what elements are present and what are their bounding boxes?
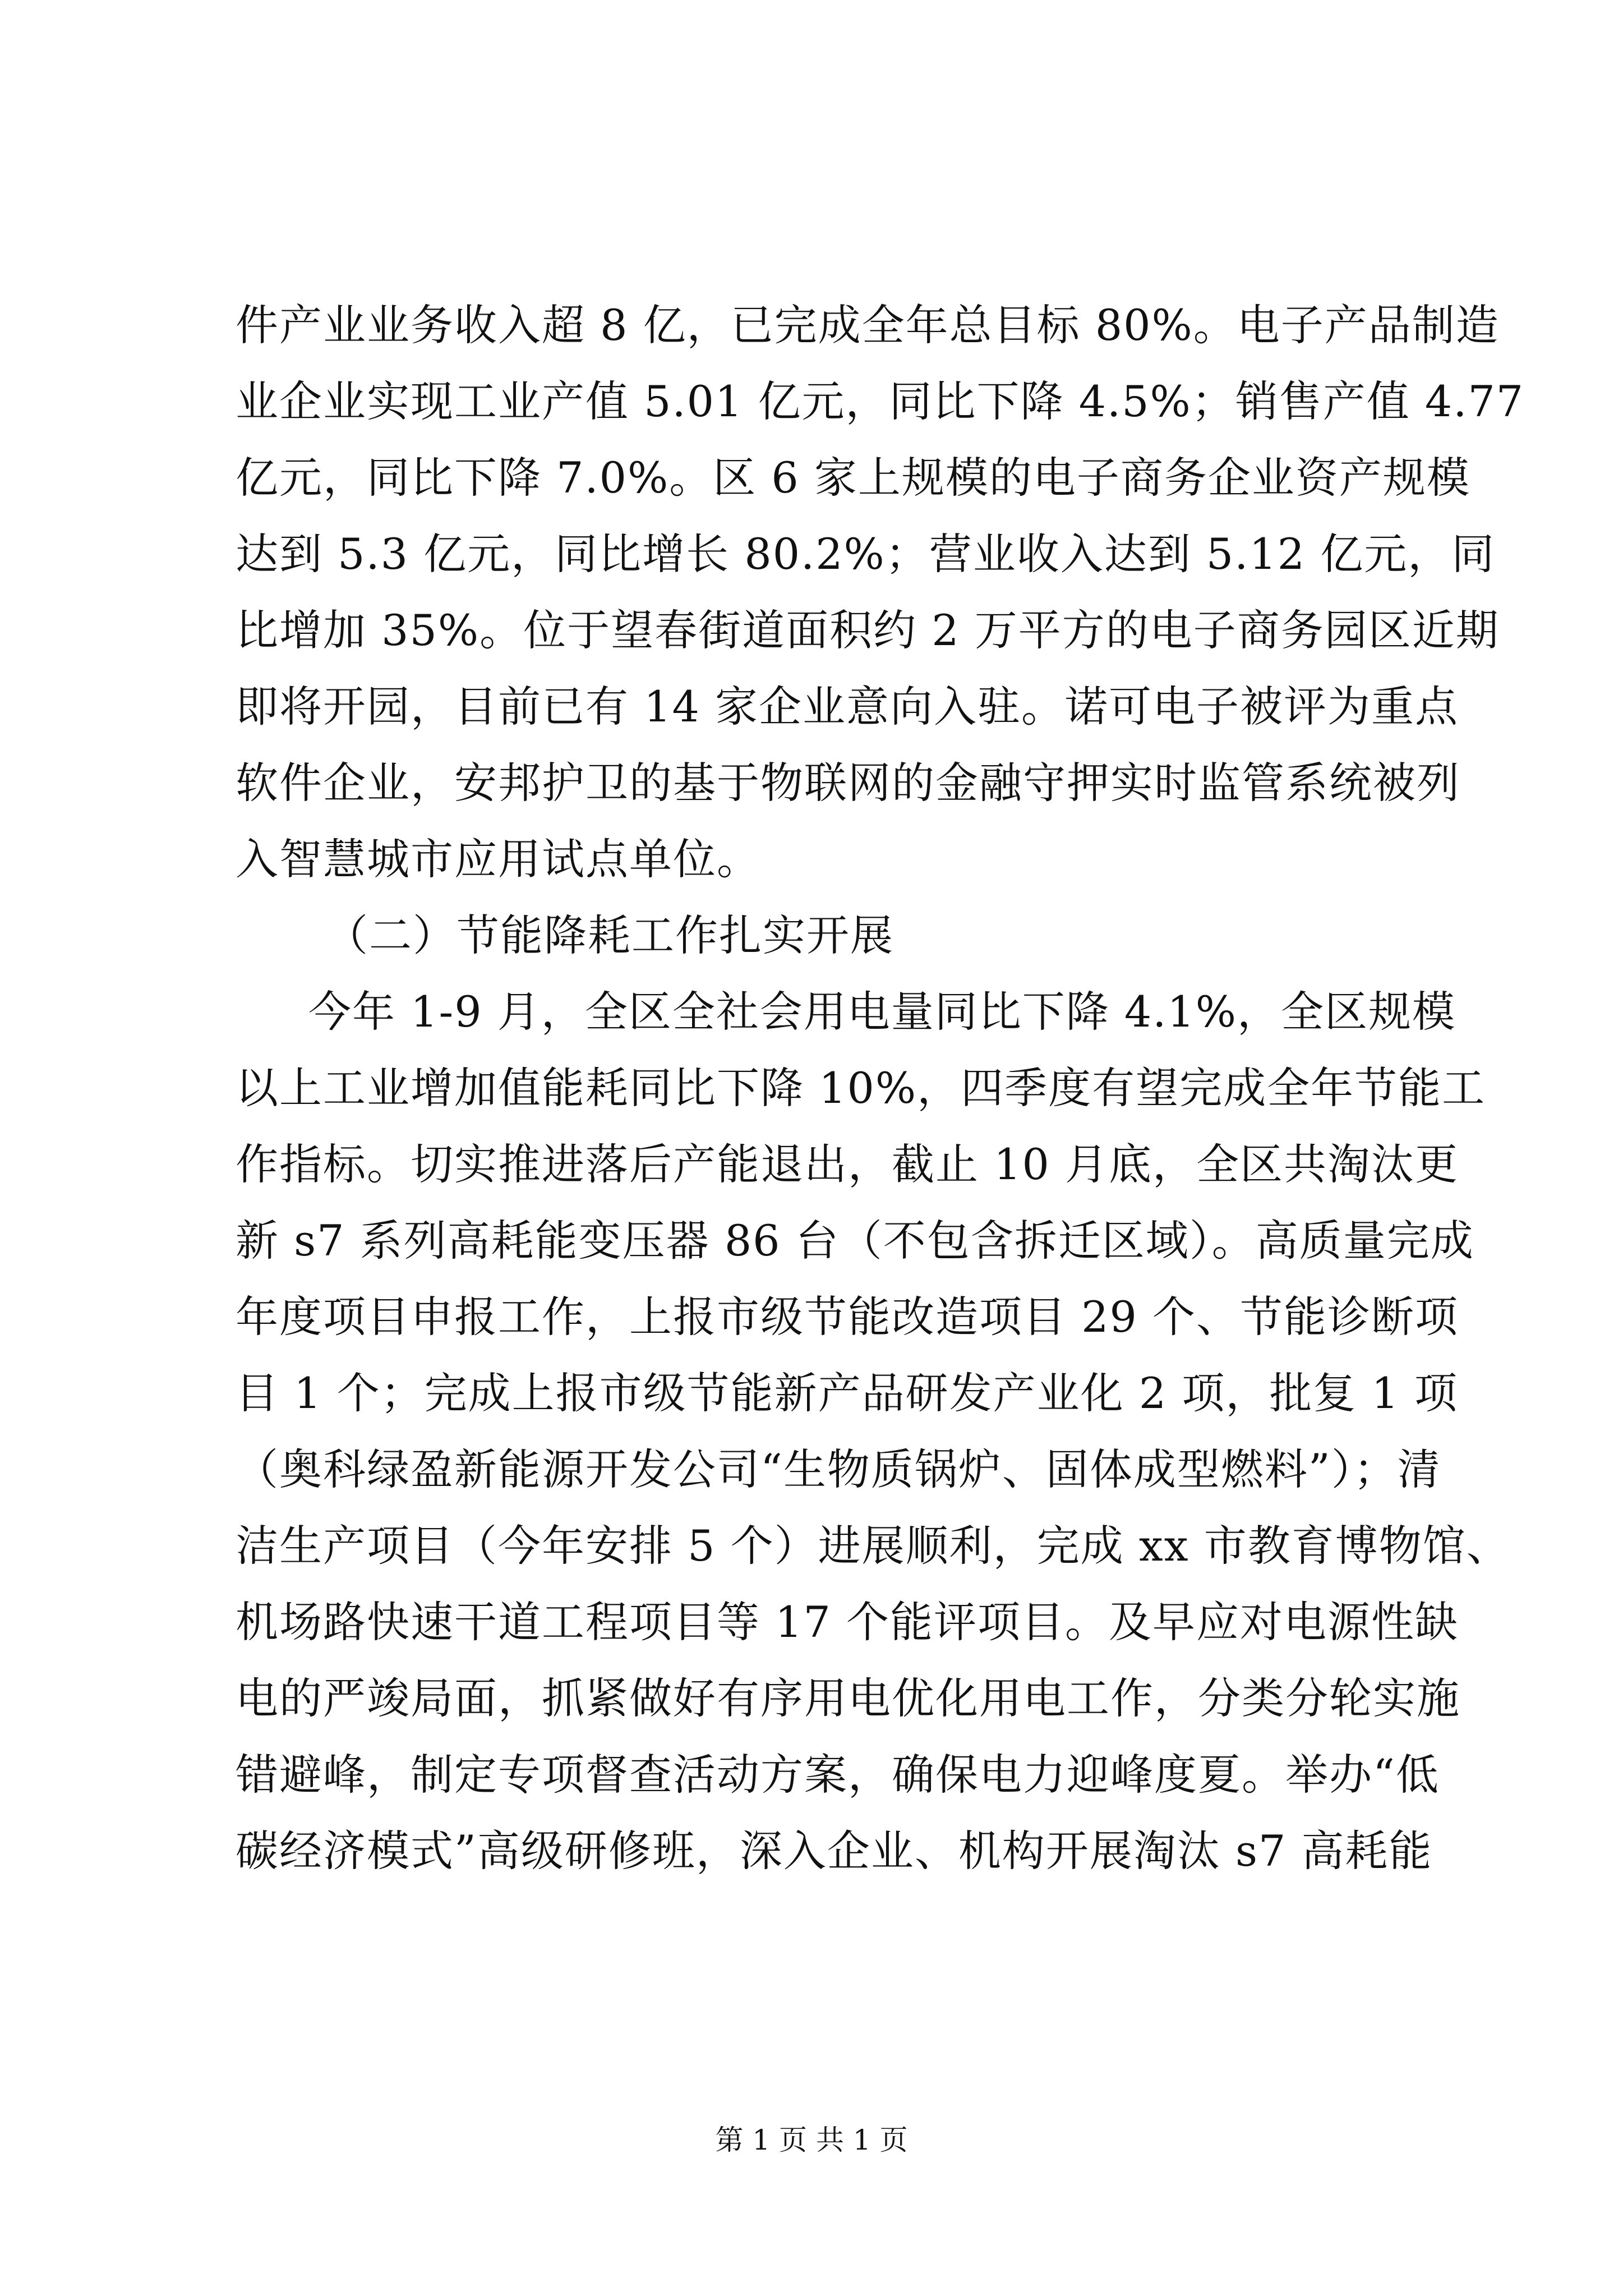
text-line: 目 1 个；完成上报市级节能新产品研发产业化 2 项，批复 1 项 [236,1368,1459,1418]
text-line: 洁生产项目（今年安排 5 个）进展顺利，完成 xx 市教育博物馆、 [236,1521,1510,1571]
text-line: 入智慧城市应用试点单位。 [236,834,760,884]
text-line: 作指标。切实推进落后产能退出，截止 10 月底，全区共淘汰更 [236,1139,1459,1189]
text-line: 新 s7 系列高耗能变压器 86 台（不包含拆迁区域）。高质量完成 [236,1216,1474,1266]
text-line: 即将开园，目前已有 14 家企业意向入驻。诺可电子被评为重点 [236,682,1459,731]
text-line: 年度项目申报工作，上报市级节能改造项目 29 个、节能诊断项 [236,1292,1459,1342]
text-line: 电的严竣局面，抓紧做好有序用电优化用电工作，分类分轮实施 [236,1673,1460,1723]
text-line: 亿元，同比下降 7.0%。区 6 家上规模的电子商务企业资产规模 [236,453,1470,503]
paragraph-first-line: 今年 1-9 月，全区全社会用电量同比下降 4.1%，全区规模 [308,987,1456,1037]
text-line: 以上工业增加值能耗同比下降 10%，四季度有望完成全年节能工 [236,1063,1486,1113]
text-line: 错避峰，制定专项督查活动方案，确保电力迎峰度夏。举办“低 [236,1750,1440,1800]
text-line: 件产业业务收入超 8 亿，已完成全年总目标 80%。电子产品制造 [236,300,1500,350]
text-line: 业企业实现工业产值 5.01 亿元，同比下降 4.5%；销售产值 4.77 [236,376,1525,426]
text-line: 达到 5.3 亿元，同比增长 80.2%；营业收入达到 5.12 亿元，同 [236,529,1496,579]
text-line: 比增加 35%。位于望春街道面积约 2 万平方的电子商务园区近期 [236,605,1500,655]
page-footer: 第 1 页 共 1 页 [715,2124,908,2156]
document-body [236,287,1525,1889]
text-line: 软件企业，安邦护卫的基于物联网的金融守押实时监管系统被列 [236,758,1460,808]
section-heading: （二）节能降耗工作扎实开展 [325,910,894,960]
text-line: 机场路快速干道工程项目等 17 个能评项目。及早应对电源性缺 [236,1597,1459,1647]
text-line: （奥科绿盈新能源开发公司“生物质锅炉、固体成型燃料”）；清 [236,1444,1441,1494]
text-line: 碳经济模式”高级研修班，深入企业、机构开展淘汰 s7 高耗能 [236,1826,1433,1876]
